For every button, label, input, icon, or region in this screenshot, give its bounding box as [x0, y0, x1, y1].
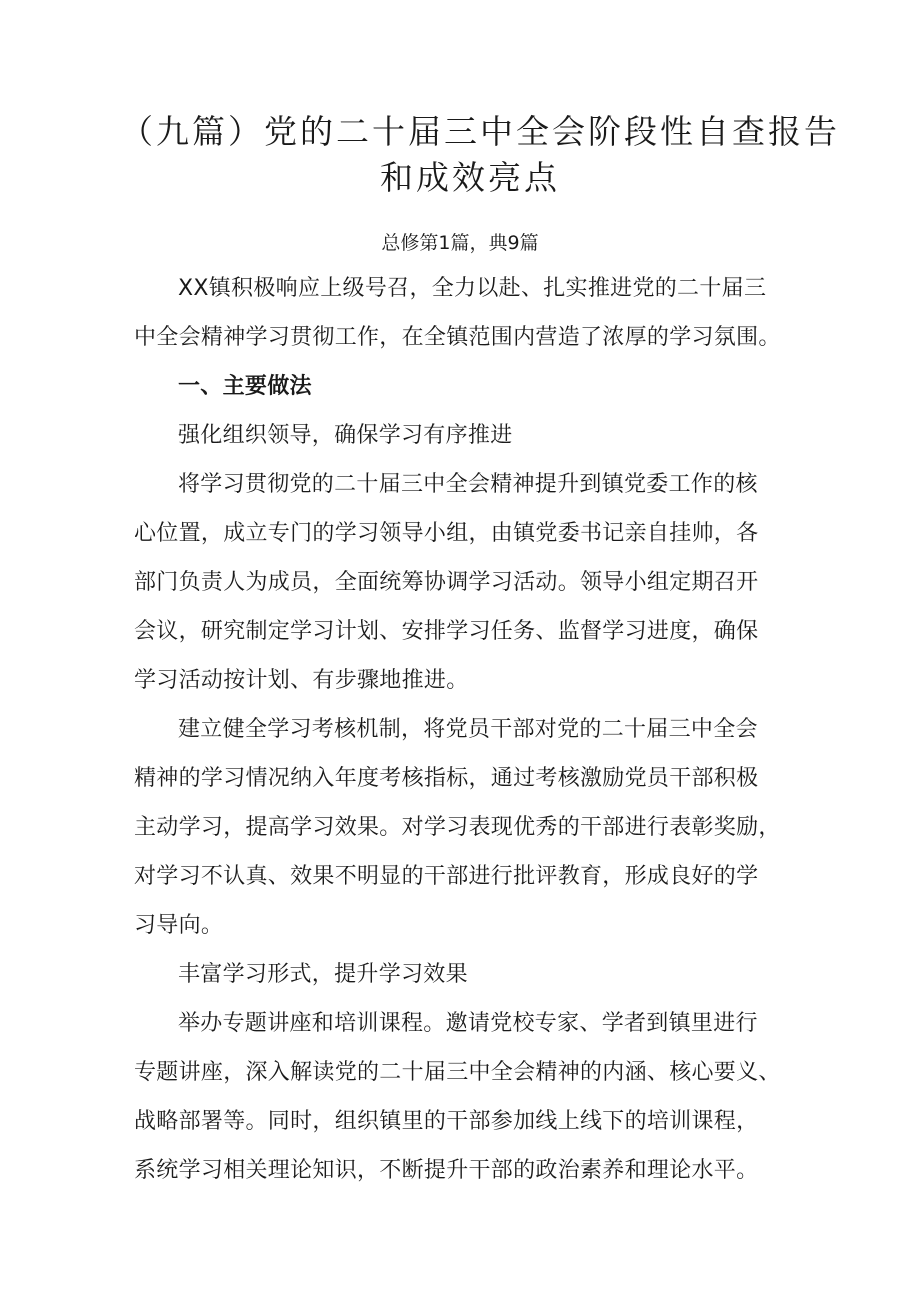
subsection-heading: 强化组织领导，确保学习有序推进	[178, 423, 513, 448]
document-subtitle: 总修第1篇，典9篇	[381, 232, 539, 254]
paragraph-line: 战略部署等。同时，组织镇里的干部参加线上线下的培训课程，	[134, 1109, 759, 1134]
intro-line: 中全会精神学习贯彻工作，在全镇范围内营造了浓厚的学习氛围。	[134, 325, 781, 350]
paragraph-line: 心位置，成立专门的学习领导小组，由镇党委书记亲自挂帅，各	[134, 521, 759, 546]
paragraph-line: 系统学习相关理论知识，不断提升干部的政治素养和理论水平。	[134, 1158, 759, 1183]
paragraph-line: 将学习贯彻党的二十届三中全会精神提升到镇党委工作的核	[178, 472, 758, 497]
paragraph-line: 精神的学习情况纳入年度考核指标，通过考核激励党员干部积极	[134, 766, 759, 791]
paragraph-line: 主动学习，提高学习效果。对学习表现优秀的干部进行表彰奖励，	[134, 815, 781, 840]
paragraph-line: 学习活动按计划、有步骤地推进。	[134, 668, 469, 693]
section-heading: 一、主要做法	[178, 374, 312, 399]
paragraph-line: 对学习不认真、效果不明显的干部进行批评教育，形成良好的学	[134, 864, 759, 889]
paragraph-line: 部门负责人为成员，全面统筹协调学习活动。领导小组定期召开	[134, 570, 759, 595]
intro-line: XX镇积极响应上级号召，全力以赴、扎实推进党的二十届三	[178, 276, 767, 301]
paragraph-line: 建立健全学习考核机制，将党员干部对党的二十届三中全会	[178, 717, 758, 742]
subsection-heading: 丰富学习形式，提升学习效果	[178, 962, 468, 987]
document-title-line-2: 和成效亮点	[380, 158, 560, 197]
paragraph-line: 专题讲座，深入解读党的二十届三中全会精神的内涵、核心要义、	[134, 1060, 781, 1085]
document-title-line-1: （九篇）党的二十届三中全会阶段性自查报告	[120, 112, 840, 151]
paragraph-line: 举办专题讲座和培训课程。邀请党校专家、学者到镇里进行	[178, 1011, 758, 1036]
paragraph-line: 会议，研究制定学习计划、安排学习任务、监督学习进度，确保	[134, 619, 759, 644]
paragraph-line: 习导向。	[134, 913, 224, 938]
